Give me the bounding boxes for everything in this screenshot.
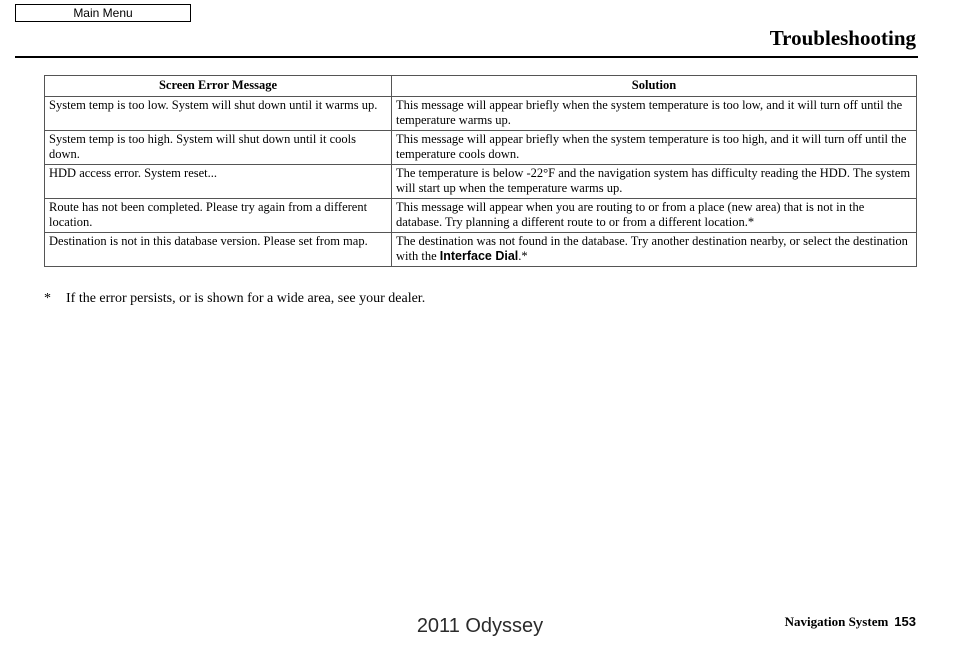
- error-message-cell: HDD access error. System reset...: [45, 165, 392, 199]
- main-menu-button[interactable]: Main Menu: [15, 4, 191, 22]
- footnote: [44, 291, 425, 307]
- error-message-cell: Route has not been completed. Please try again from a different location.: [45, 199, 392, 233]
- header-divider: [15, 56, 918, 58]
- table-row: [45, 199, 917, 233]
- column-header-solution: Solution: [392, 76, 917, 97]
- page-number: 153: [894, 614, 916, 629]
- error-message-cell: System temp is too high. System will shut down until it cools down.: [45, 131, 392, 165]
- solution-cell: The temperature is below -22°F and the navigation system has difficulty reading the HDD. The system will start up when the temperature warms up.: [392, 165, 917, 199]
- solution-cell: This message will appear when you are routing to or from a place (new area) that is not in the database. Try planning a different route to or from a different location.*: [392, 199, 917, 233]
- error-message-cell: System temp is too low. System will shut down until it warms up.: [45, 97, 392, 131]
- section-label: Navigation System: [784, 614, 889, 629]
- solution-cell: This message will appear briefly when the system temperature is too high, and it will turn off until the temperature cools down.: [392, 131, 917, 165]
- error-message-cell: Destination is not in this database version. Please set from map.: [45, 233, 392, 267]
- table-row: [45, 233, 917, 267]
- solution-cell: [392, 233, 917, 267]
- solution-text: The destination was not found in the database. Try another destination nearby, or select the destination with the: [396, 234, 908, 263]
- column-header-message: Screen Error Message: [45, 76, 392, 97]
- table-row: [45, 97, 917, 131]
- table-row: [45, 131, 917, 165]
- interface-dial-term: Interface Dial: [439, 249, 519, 263]
- solution-cell: This message will appear briefly when the system temperature is too low, and it will turn off until the temperature warms up.: [392, 97, 917, 131]
- table-header-row: [45, 76, 917, 97]
- error-message-table: [44, 75, 917, 267]
- table-row: [45, 165, 917, 199]
- solution-text-end: .*: [518, 249, 528, 263]
- footnote-text: If the error persists, or is shown for a wide area, see your dealer.: [66, 291, 426, 306]
- footnote-marker: *: [44, 291, 51, 306]
- watermark-text: 2011 Odyssey: [416, 615, 544, 637]
- page-title: Troubleshooting: [769, 26, 916, 50]
